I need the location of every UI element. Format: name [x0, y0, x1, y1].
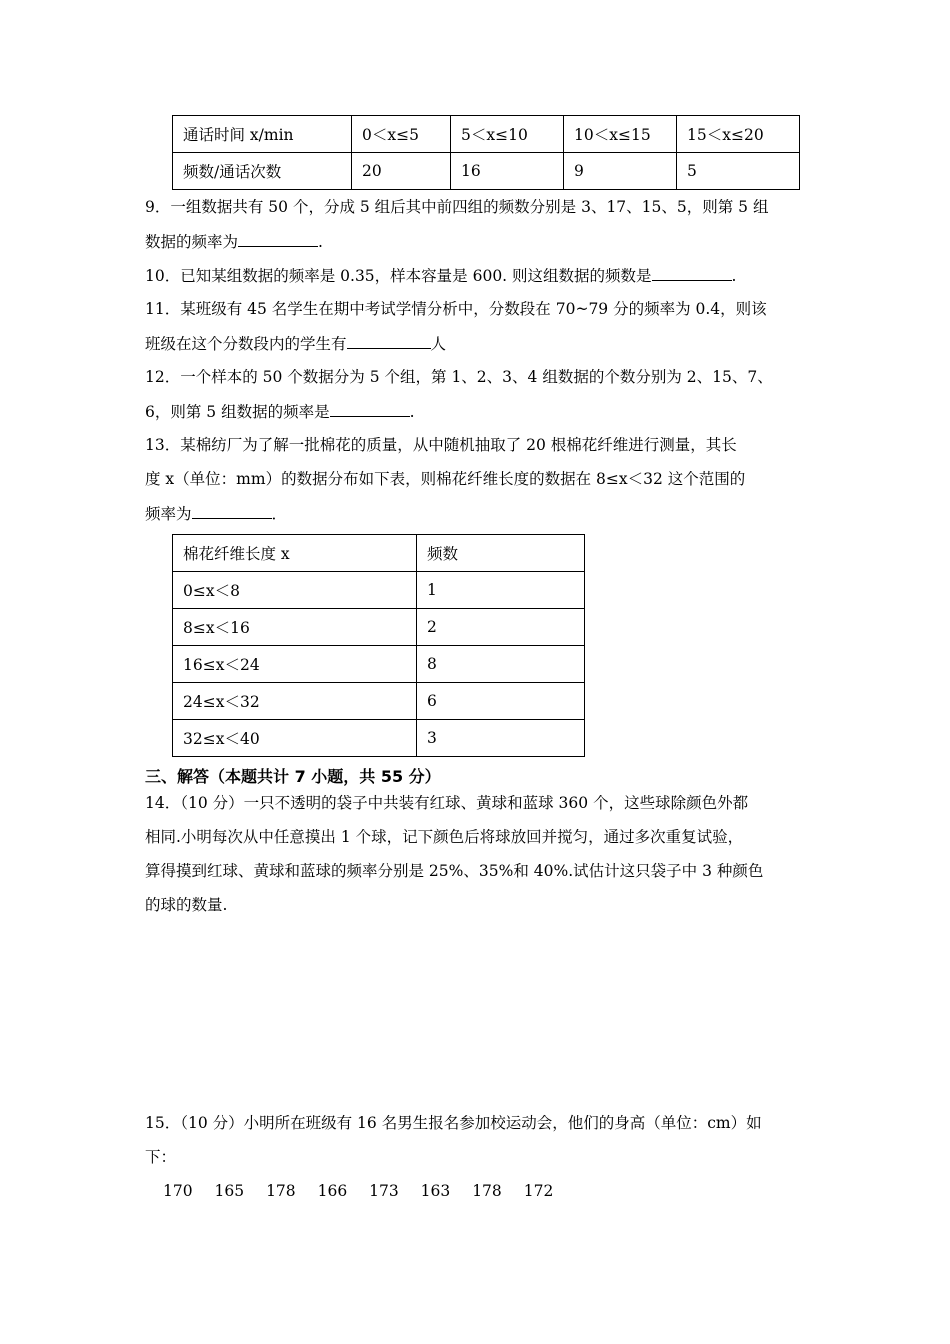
answer-blank[interactable] — [330, 400, 410, 417]
table-cell: 32≤x＜40 — [173, 720, 417, 757]
height-value: 178 — [472, 1182, 502, 1200]
question-text: 6，则第 5 组数据的频率是 — [145, 403, 330, 421]
table-cell: 1 — [417, 572, 585, 609]
table-cell: 8≤x＜16 — [173, 609, 417, 646]
section-heading: 三、解答（本题共计 7 小题，共 55 分） — [145, 767, 441, 786]
height-value: 163 — [420, 1182, 451, 1200]
question-11-line-1: 11．某班级有 45 名学生在期中考试学情分析中，分数段在 70~79 分的频率为 0.4，则该 — [145, 300, 767, 318]
question-text: 班级在这个分数段内的学生有 — [145, 335, 347, 353]
height-value: 173 — [369, 1182, 399, 1200]
table-cell: 2 — [417, 609, 585, 646]
question-14-line-1: 14．（10 分）一只不透明的袋子中共装有红球、黄球和蓝球 360 个，这些球除颜色外都 — [145, 794, 749, 812]
question-text: 人 — [430, 335, 447, 353]
height-values — [163, 1180, 570, 1202]
question-text: 数据的频率为 — [145, 233, 239, 251]
table-row — [173, 572, 585, 609]
table-cell: 10＜x≤15 — [564, 116, 677, 153]
table-row — [173, 683, 585, 720]
question-14-line-3: 算得摸到红球、黄球和蓝球的频率分别是 25%、35%和 40%.试估计这只袋子中 3 种颜色 — [145, 862, 764, 880]
table-cell: 20 — [352, 153, 451, 190]
table-header-cell: 棉花纤维长度 x — [173, 535, 417, 572]
table-row — [173, 116, 800, 153]
table-row — [173, 153, 800, 190]
question-text: ． — [271, 505, 288, 523]
table-cell: 16≤x＜24 — [173, 646, 417, 683]
question-12-line-1: 12．一个样本的 50 个数据分为 5 个组，第 1、2、3、4 组数据的个数分别为 2、15、7、 — [145, 368, 773, 386]
height-value: 165 — [214, 1182, 245, 1200]
question-9-line-1: 9．一组数据共有 50 个，分成 5 组后其中前四组的频数分别是 3、17、15、5，则第 5 组 — [145, 198, 769, 216]
table-cell: 3 — [417, 720, 585, 757]
question-text: 10．已知某组数据的频率是 0.35，样本容量是 600. 则这组数据的频数是 — [145, 267, 652, 285]
cotton-fiber-table — [172, 534, 585, 757]
question-text: 频率为 — [145, 505, 192, 523]
table-cell: 16 — [451, 153, 564, 190]
question-13-line-2: 度 x（单位：mm）的数据分布如下表，则棉花纤维长度的数据在 8≤x＜32 这个范围的 — [145, 470, 746, 488]
question-11-line-2 — [145, 332, 446, 355]
table-cell: 24≤x＜32 — [173, 683, 417, 720]
table-header-cell: 频数 — [417, 535, 585, 572]
call-time-table — [172, 115, 800, 190]
table-cell: 5 — [677, 153, 800, 190]
question-15-line-2: 下： — [145, 1148, 177, 1166]
table-cell: 6 — [417, 683, 585, 720]
table-row — [173, 609, 585, 646]
answer-blank[interactable] — [652, 264, 732, 281]
question-text: . — [318, 233, 323, 251]
question-13-line-3 — [145, 502, 287, 525]
table-row — [173, 646, 585, 683]
table-cell: 8 — [417, 646, 585, 683]
table-cell: 0＜x≤5 — [352, 116, 451, 153]
answer-blank[interactable] — [192, 502, 272, 519]
table-cell: 通话时间 x/min — [173, 116, 352, 153]
question-text: . — [409, 403, 415, 421]
height-value: 172 — [523, 1182, 554, 1200]
question-9-line-2 — [145, 230, 323, 253]
table-cell: 0≤x＜8 — [173, 572, 417, 609]
table-cell: 频数/通话次数 — [173, 153, 352, 190]
height-value: 170 — [163, 1182, 193, 1200]
height-value: 166 — [317, 1182, 348, 1200]
question-10 — [145, 264, 736, 287]
question-14-line-4: 的球的数量. — [145, 896, 228, 914]
answer-blank[interactable] — [238, 230, 318, 247]
table-cell: 15＜x≤20 — [677, 116, 800, 153]
question-15-line-1: 15．（10 分）小明所在班级有 16 名男生报名参加校运动会，他们的身高（单位：cm）如 — [145, 1114, 762, 1132]
question-14-line-2: 相同.小明每次从中任意摸出 1 个球，记下颜色后将球放回并搅匀，通过多次重复试验， — [145, 828, 744, 846]
table-row — [173, 535, 585, 572]
table-cell: 5＜x≤10 — [451, 116, 564, 153]
table-cell: 9 — [564, 153, 677, 190]
question-13-line-1: 13．某棉纺厂为了解一批棉花的质量，从中随机抽取了 20 根棉花纤维进行测量，其长 — [145, 436, 737, 454]
height-value: 178 — [266, 1182, 296, 1200]
table-row — [173, 720, 585, 757]
question-12-line-2 — [145, 400, 415, 423]
answer-blank[interactable] — [347, 332, 431, 349]
question-text: . — [731, 267, 737, 285]
